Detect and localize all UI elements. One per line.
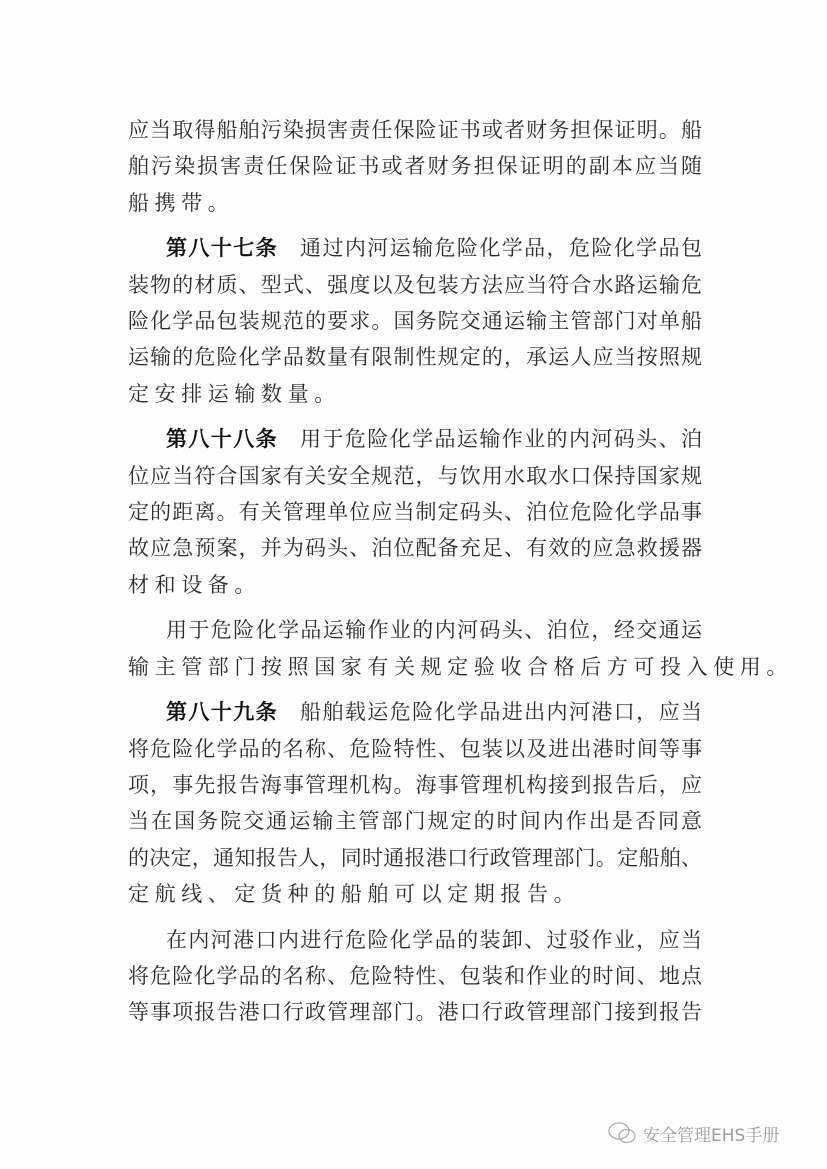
text-line — [128, 148, 702, 184]
line-text: 将危险化学品的名称、危险特性、包装和作业的时间、地点 — [128, 964, 702, 989]
text-line — [128, 339, 702, 375]
article-heading: 第八十七条 — [166, 236, 279, 261]
text-line — [128, 230, 702, 266]
line-text: 等事项报告港口行政管理部门。港口行政管理部门接到报告 — [128, 1000, 702, 1025]
line-text: 险化学品包装规范的要求。国务院交通运输主管部门对单船 — [128, 308, 702, 333]
line-text: 用于危险化学品运输作业的内河码头、泊 — [300, 427, 702, 452]
line-text: 船携带。 — [128, 190, 235, 215]
paragraph — [128, 922, 702, 1031]
watermark-text: 安全管理EHS手册 — [643, 1125, 780, 1146]
text-line — [128, 612, 702, 648]
text-line — [128, 112, 702, 148]
line-text: 当在国务院交通运输主管部门规定的时间内作出是否同意 — [128, 809, 702, 834]
line-text: 的决定，通知报告人，同时通报港口行政管理部门。定船舶、 — [128, 845, 702, 870]
line-text: 故应急预案，并为码头、泊位配备充足、有效的应急救援器 — [128, 536, 702, 561]
line-text: 运输的危险化学品数量有限制性规定的，承运人应当按照规 — [128, 345, 702, 370]
text-line — [128, 567, 702, 603]
text-line — [128, 994, 702, 1030]
text-line — [128, 267, 702, 303]
text-line — [128, 494, 702, 530]
line-text: 应当取得船舶污染损害责任保险证书或者财务担保证明。船 — [128, 118, 702, 142]
line-text: 定的距离。有关管理单位应当制定码头、泊位危险化学品事 — [128, 499, 702, 524]
text-line — [128, 458, 702, 494]
text-line — [128, 840, 702, 876]
document-body — [128, 112, 793, 1040]
paragraph — [128, 694, 702, 912]
line-text: 船舶载运危险化学品进出内河港口，应当 — [300, 700, 702, 725]
article-heading: 第八十八条 — [166, 427, 279, 452]
text-line — [128, 958, 702, 994]
line-text: 定航线、定货种的船舶可以定期报告。 — [128, 881, 581, 906]
paragraph — [128, 112, 702, 221]
wechat-icon — [607, 1120, 637, 1146]
line-text: 通过内河运输危险化学品，危险化学品包 — [300, 236, 702, 261]
paragraph — [128, 421, 702, 602]
text-line — [128, 376, 702, 412]
text-line — [128, 421, 702, 457]
text-line — [128, 185, 702, 221]
line-text: 定安排运输数量。 — [128, 381, 341, 406]
line-text: 装物的材质、型式、强度以及包装方法应当符合水路运输危 — [128, 272, 702, 297]
paragraph — [128, 230, 702, 411]
line-text: 输主管部门按照国家有关规定验收合格后方可投入使用。 — [128, 654, 793, 679]
text-line — [128, 731, 702, 767]
article-heading: 第八十九条 — [166, 700, 279, 725]
text-line — [128, 876, 702, 912]
line-text: 将危险化学品的名称、危险特性、包装以及进出港时间等事 — [128, 736, 702, 761]
line-text: 位应当符合国家有关安全规范，与饮用水取水口保持国家规 — [128, 463, 702, 488]
line-text: 在内河港口内进行危险化学品的装卸、过驳作业，应当 — [166, 927, 702, 952]
line-text: 项，事先报告海事管理机构。海事管理机构接到报告后，应 — [128, 773, 702, 798]
text-line — [128, 303, 702, 339]
text-line — [128, 649, 793, 685]
watermark — [607, 1120, 779, 1146]
text-line — [128, 694, 702, 730]
line-text: 舶污染损害责任保险证书或者财务担保证明的副本应当随 — [128, 154, 702, 179]
text-line — [128, 803, 702, 839]
line-text: 材和设备。 — [128, 572, 261, 597]
line-text: 用于危险化学品运输作业的内河码头、泊位，经交通运 — [166, 618, 702, 643]
text-line — [128, 530, 702, 566]
text-line — [128, 767, 702, 803]
text-line — [128, 922, 702, 958]
paragraph — [128, 612, 793, 685]
